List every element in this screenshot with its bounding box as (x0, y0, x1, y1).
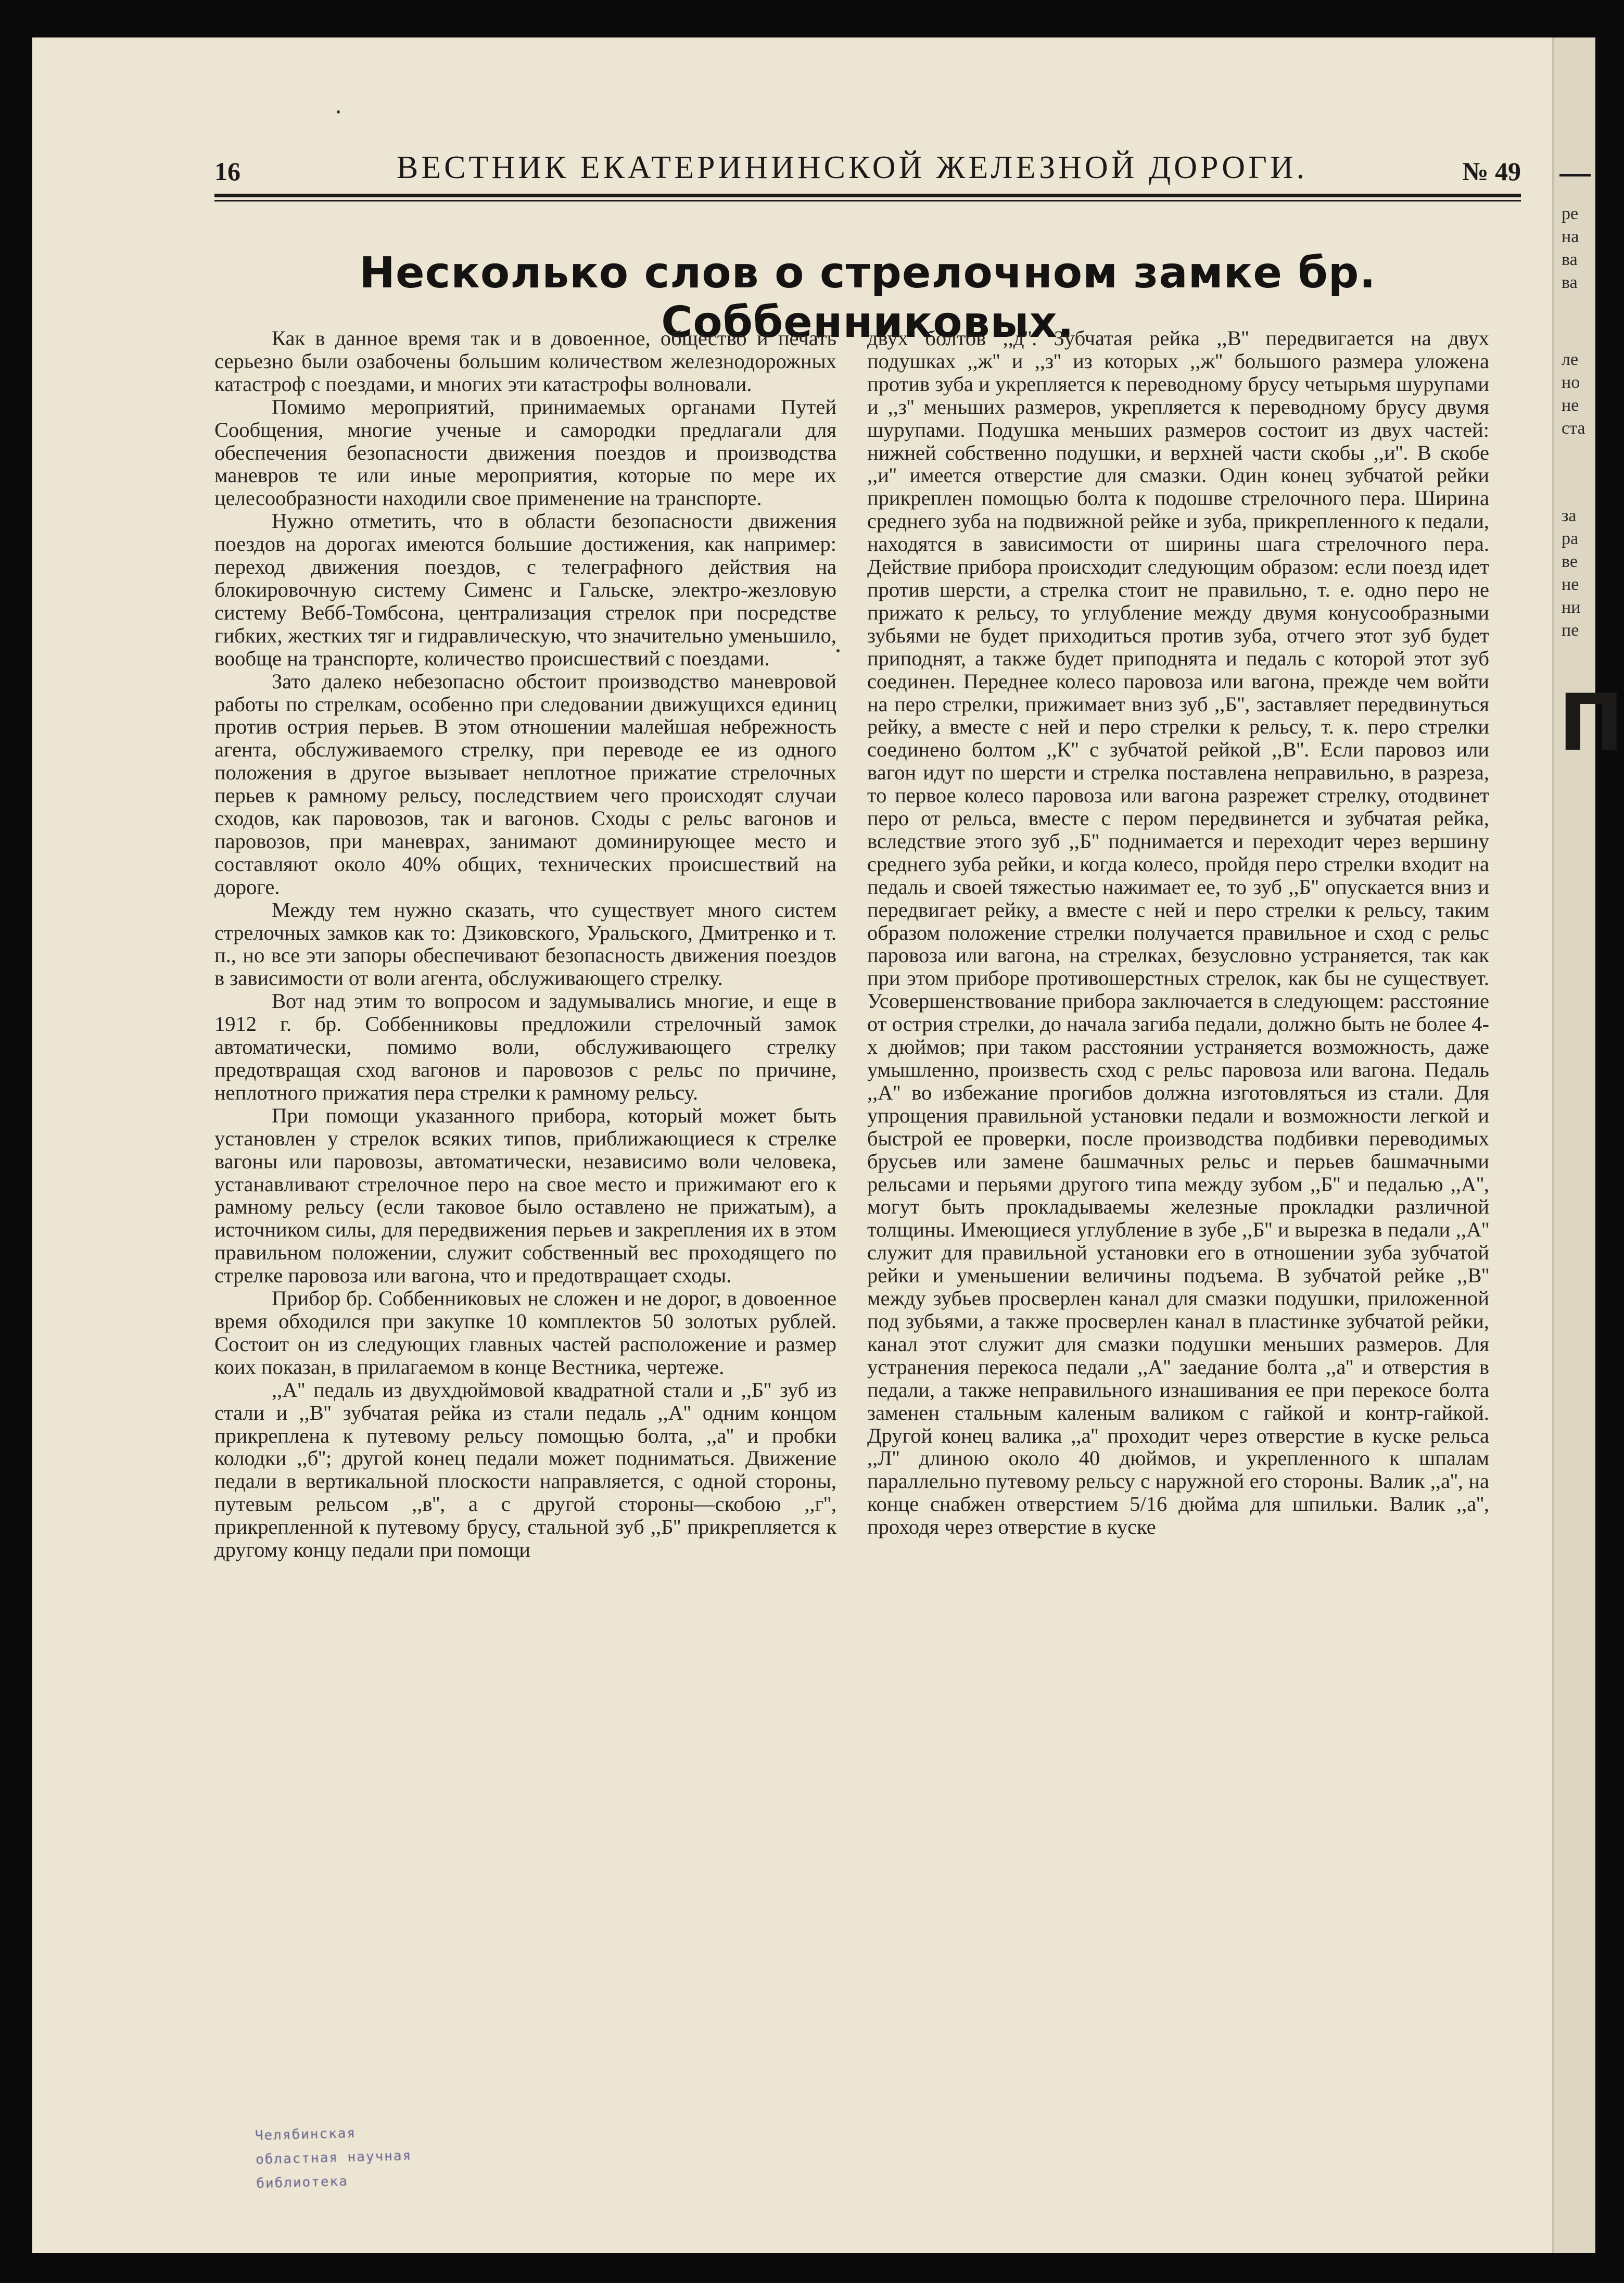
article-title: Несколько слов о стрелочном замке бр. Соббенниковых. (359, 248, 1376, 347)
fragment-text: ле (1562, 350, 1579, 369)
fragment-text: ра (1562, 529, 1579, 548)
fragment-text: за (1562, 506, 1577, 525)
fragment-heading-letter: П (1558, 678, 1624, 768)
newspaper-page (32, 37, 1624, 2253)
page-number: 16 (214, 157, 240, 186)
print-speck (836, 649, 840, 652)
paragraph: Помимо мероприятий, принимаемых органами Путей Сообщения, многие ученые и самородки предлагали для обеспечения безопасности движения поездов и производства маневров те или иные мероприятия, которые по мере их целесообразности находили свое применение на транспорте. (214, 395, 836, 510)
paragraph: ,,А'' педаль из двухдюймовой квадратной стали и ,,Б'' зуб из стали и ,,В'' зубчатая рейка из стали педаль ,,А'' одним концом прикреплена к путевому рельсу помощью болта, ,,а'' и пробки колодки ,,б''; другой конец педали может подниматься. Движение педали в вертикальной плоскости направляется, с одной стороны, путевым рельсом ,,в'', а с другой стороны—скобою ,,г'', прикрепленной к путевому брусу, стальной зуб ,,Б'' прикрепляется к другому концу педали при помощи (214, 1378, 836, 1562)
fragment-text: не (1562, 396, 1579, 415)
fragment-text: не (1562, 575, 1579, 594)
paragraph: Как в данное время так и в довоенное, общество и печать серьезно были озабочены большим количеством железнодорожных катастроф с поездами, и многих эти катастрофы волновали. (214, 326, 836, 396)
fragment-text: на (1562, 227, 1579, 246)
paragraph: Нужно отметить, что в области безопасности движения поездов на дорогах имеются большие достижения, как например: переход движения поездов, с телеграфного действия на блокировочную систему Сименс и Гальске, электро-жезловую систему Вебб-Томбсона, централизация стрелок при посредстве гибких, жестких тяг и гидравлическую, что значительно уменьшило, вообще на транспорте, количество происшествий с поездами. (214, 509, 836, 670)
stamp-line: областная научная (255, 2148, 412, 2168)
paragraph: При помощи указанного прибора, который может быть установлен у стрелок всяких типов, приближающиеся к стрелке вагоны или паровозы, автоматически, независимо воли человека, устанавливают стрелочное перо на свое место и прижимают его к рамному рельсу (если таковое было оставлено не прижатым), а источником силы, для передвижения перьев и закрепления их в этом правильном положении, служит собственный вес проходящего по стрелке паровоза или вагона, что и предотвращает сходы. (214, 1103, 836, 1288)
fragment-text: ва (1562, 250, 1578, 269)
journal-title: ВЕСТНИК ЕКАТЕРИНИНСКОЙ ЖЕЛЕЗНОЙ ДОРОГИ. (396, 150, 1308, 185)
fragment-text: ни (1562, 598, 1581, 617)
paragraph: Зато далеко небезопасно обстоит производство маневровой работы по стрелкам, особенно при следовании движущихся единиц против острия перьев. В этом отношении малейшая небрежность агента, обслуживаемого стрелку, при переводе ее из одного положения в другое вызывает неплотное прижатие стрелочных перьев к рамному рельсу, последствием чего происходят случаи сходов, как паровозов, так и вагонов. Сходы с рельс вагонов и паровозов, при маневрах, занимают доминирующее место и составляют около 40% общих, технических происшествий на дороге. (214, 669, 836, 899)
header-rule-thin (214, 200, 1521, 201)
right-column (867, 327, 1489, 1538)
stamp-line: Челябинская (255, 2125, 357, 2144)
left-column (214, 327, 836, 1561)
fragment-text: ва (1562, 273, 1578, 292)
paragraph: Между тем нужно сказать, что существует много систем стрелочных замков как то: Дзиковского, Уральского, Дмитренко и т. п., но все эти запоры обеспечивают безопасность движения поездов в зависимости от воли агента, обслуживающего стрелку. (214, 898, 836, 990)
library-stamp (255, 2116, 549, 2234)
fragment-text: но (1562, 373, 1580, 392)
next-page-fragment (1552, 37, 1624, 2253)
fragment-text: ве (1562, 552, 1578, 571)
paragraph: Вот над этим то вопросом и задумывались многие, и еще в 1912 г. бр. Соббенниковы предложили стрелочный замок автоматически, помимо воли, обслуживающего стрелку предотвращая сход вагонов и паровозов с рельс по причине, неплотного прижатия пера стрелки к рамному рельсу. (214, 989, 836, 1104)
page-header (214, 140, 1521, 186)
fragment-rule (1559, 174, 1591, 176)
stamp-line: библиотека (256, 2173, 349, 2192)
issue-number: № 49 (1462, 157, 1521, 186)
paragraph: двух болтов ,,д''. Зубчатая рейка ,,В'' передвигается на двух подушках ,,ж'' и ,,з'' из которых ,,ж'' большого размера уложена против зуба и укрепляется к переводному брусу четырьмя шурупами и ,,з'' меньших размеров, укрепляется к переводному брусу двумя шурупами. Подушка меньших размеров состоит из двух частей: нижней собственно подушки, и верхней части скобы ,,и''. В скобе ,,и'' имеется отверстие для смазки. Один конец зубчатой рейки прикреплен помощью болта к подошве стрелочного пера. Ширина среднего зуба на подвижной рейке и зуба, прикрепленного к педали, находятся в зависимости от ширины шага стрелочного пера. Действие прибора происходит следующим образом: если поезд идет против шерсти, а стрелка стоит не правильно, т. е. одно перо не прижато к рельсу, то углубление между двумя конусообразными зубьями не будет приходиться против зуба, отчего этот зуб будет приподнят, а также будет приподнята и педаль с которой этот зуб соединен. Переднее колесо паровоза или вагона, прежде чем войти на перо стрелки, прижимает вниз зуб ,,Б'', заставляет передвинуться рейку, а вместе с ней и перо стрелки к рельсу, т. к. перо стрелки соединено болтом ,,К'' с зубчатой рейкой ,,В''. Если паровоз или вагон идут по шерсти и стрелка поставлена неправильно, в разреза, то первое колесо паровоза или вагона разрежет стрелку, отодвинет перо от рельса, вместе с пером передвинется и зубчатая рейка, вследствие этого зуб ,,Б'' поднимается и переходит через вершину среднего зуба рейки, и когда колесо, пройдя перо стрелки входит на педаль и своей тяжестью нажимает ее, то зуб ,,Б'' опускается вниз и передвигает рейку, а вместе с ней и перо стрелки к рельсу, таким образом положение стрелки получается правильное и сход с рельс паровоза или вагона, на стрелках, безусловно устраняется, так как при этом приборе противошерстных стрелок, как бы не существует. Усовершенствование прибора заключается в следующем: расстояние от острия стрелки, до начала загиба педали, должно быть не более 4-х дюймов; при таком расстоянии устраняется возможность, даже умышленно, произвесть сход с рельс паровоза или вагона. Педаль ,,А'' во избежание прогибов должна изготовляться из стали. Для упрощения правильной установки педали и возможности легкой и быстрой ее проверки, после производства подбивки переводимых брусьев или замене башмачных рельс и перьев башмачными рельсами и перьями другого типа между зубом ,,Б'' и педалью ,,А'', могут быть прокладываемы железные прокладки различной толщины. Имеющиеся углубление в зубе ,,Б'' и вырезка в педали ,,А'' служит для правильной установки его в отношении зуба зубчатой рейки и уменьшении величины подъема. В зубчатой рейке ,,В'' между зубьев просверлен канал для смазки подушки, приложенной под зубьями, а также просверлен канал в пластинке зубчатой рейки, канал этот служит для смазки подушки меньших размеров. Для устранения перекоса педали ,,А'' заедание болта ,,а'' и отверстия в педали, а также неправильного изнашивания ее при перекосе болта заменен стальным каленым валиком с гайкой и контр-гайкой. Другой конец валика ,,а'' проходит через отверстие в куске рельса ,,Л'' длиною около 40 дюймов, и укрепленного к шпалам параллельно путевому рельсу с наружной его стороны. Валик ,,а'', на конце снабжен отверстием 5/16 дюйма для шпильки. Валик ,,а'', проходя через отверстие в куске (867, 326, 1489, 1539)
print-speck (337, 110, 340, 113)
paragraph: Прибор бр. Соббенниковых не сложен и не дорог, в довоенное время обходился при закупке 10 комплектов 50 золотых рублей. Состоит он из следующих главных частей расположение и размер коих показан, в прилагаемом в конце Вестника, чертеже. (214, 1286, 836, 1379)
fragment-text: ре (1562, 204, 1579, 223)
header-rule-thick (214, 194, 1521, 197)
fragment-text: пе (1562, 621, 1579, 640)
fragment-text: ста (1562, 419, 1585, 438)
